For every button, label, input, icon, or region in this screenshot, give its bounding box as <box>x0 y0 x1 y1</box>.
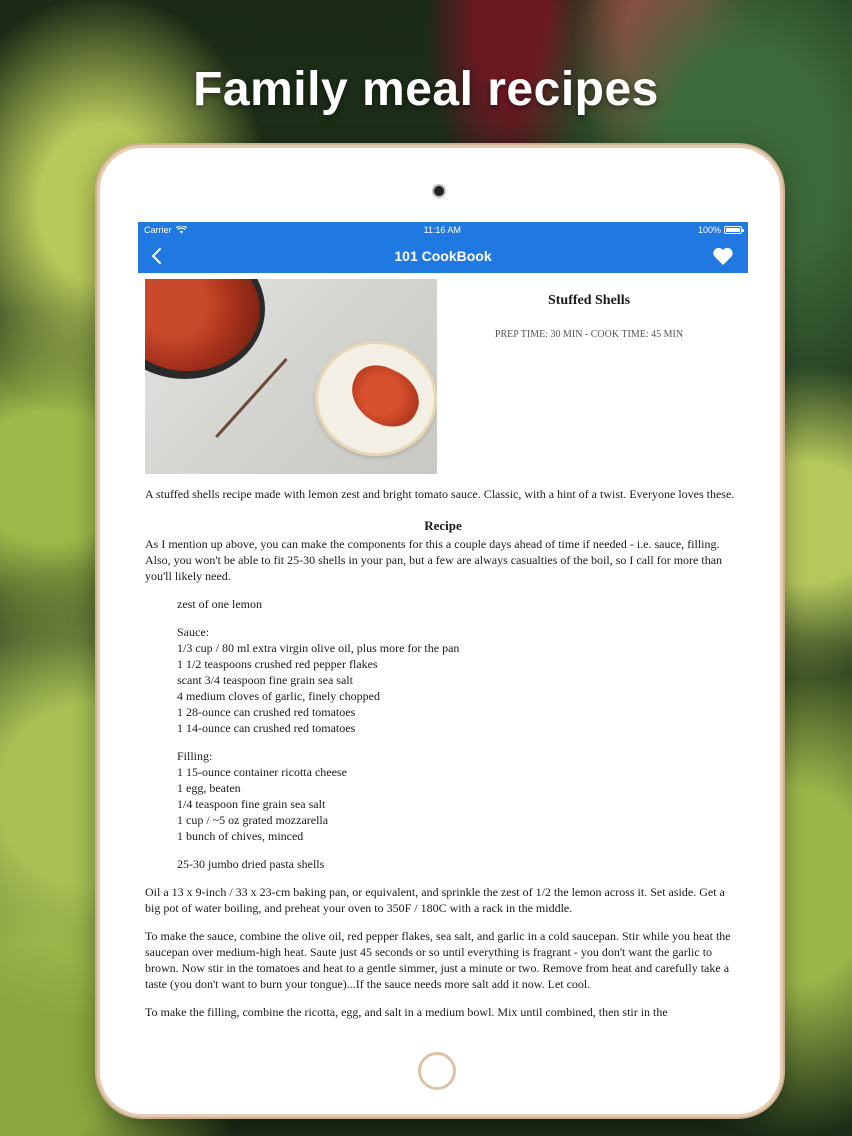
ingredient-item: 1 14-ounce can crushed red tomatoes <box>177 721 356 735</box>
recipe-time: PREP TIME: 30 MIN - COOK TIME: 45 MIN <box>494 329 684 340</box>
ingredient-item: 1 15-ounce container ricotta cheese <box>177 765 347 779</box>
status-time: 11:16 AM <box>423 225 461 235</box>
camera-icon <box>434 186 444 196</box>
title-block <box>437 279 741 474</box>
ingredient-group-zest <box>177 596 741 612</box>
recipe-content <box>138 273 748 1020</box>
ingredient-item: zest of one lemon <box>177 597 262 611</box>
recipe-description: A stuffed shells recipe made with lemon zest and bright tomato sauce. Classic, with a hint of a twist. Everyone loves these. <box>145 487 735 501</box>
ingredient-group-heading: Filling: <box>177 749 213 763</box>
recipe-intro: As I mention up above, you can make the components for this a couple days ahead of time if needed - i.e. sauce, filling. Also, you won't be able to fit 25-30 shells in your pan, but a few are always casualties of the boil, so I call for more than you'll likely need. <box>145 537 723 583</box>
recipe-photo <box>145 279 437 474</box>
section-heading: Recipe <box>424 518 462 533</box>
battery-percent: 100% <box>697 225 721 235</box>
ingredient-item: 1/3 cup / 80 ml extra virgin olive oil, plus more for the pan <box>177 641 460 655</box>
ingredient-item: 1 28-ounce can crushed red tomatoes <box>177 705 356 719</box>
wifi-icon <box>176 226 187 234</box>
favorite-button heart-icon[interactable] <box>712 246 734 266</box>
ingredient-item: 25-30 jumbo dried pasta shells <box>177 857 325 871</box>
recipe-step: To make the filling, combine the ricotta, egg, and salt in a medium bowl. Mix until combined, then stir in the <box>145 1005 668 1019</box>
ingredient-item: 1 cup / ~5 oz grated mozzarella <box>177 813 329 827</box>
ingredient-item: scant 3/4 teaspoon fine grain sea salt <box>177 673 353 687</box>
ingredient-item: 1 1/2 teaspoons crushed red pepper flakes <box>177 657 378 671</box>
ingredient-group-heading: Sauce: <box>177 625 209 639</box>
back-button chevron-left-icon[interactable] <box>148 246 166 266</box>
nav-title: 101 CookBook <box>394 247 492 264</box>
status-bar <box>138 222 748 238</box>
recipe-header <box>145 279 741 474</box>
nav-bar <box>138 238 748 273</box>
recipe-step: Oil a 13 x 9-inch / 33 x 23-cm baking pan, or equivalent, and sprinkle the zest of 1/2 the lemon across it. Set aside. Get a big pot of water boiling, and preheat your oven to 350F / 180C with a rack in the middle. <box>145 885 725 915</box>
recipe-title: Stuffed Shells <box>547 293 631 308</box>
carrier-label: Carrier <box>144 225 172 235</box>
promo-headline: Family meal recipes <box>193 63 659 116</box>
app-screen <box>138 222 748 1038</box>
ingredient-group-filling <box>177 748 741 844</box>
ipad-frame <box>100 148 780 1114</box>
ingredient-group-shells <box>177 856 741 872</box>
battery-icon <box>724 226 742 234</box>
recipe-step: To make the sauce, combine the olive oil, red pepper flakes, sea salt, and garlic in a cold saucepan. Stir while you heat the saucepan over medium-high heat. Saute just 45 seconds or so until everything is fragrant - you don't want the garlic to brown. Now stir in the tomatoes and heat to a gentle simmer, just a minute or two. Remove from heat and carefully take a taste (you don't want to burn your tongue)...If the sauce needs more salt add it now. Let cool. <box>145 929 731 991</box>
ingredient-item: 1 bunch of chives, minced <box>177 829 304 843</box>
ingredient-item: 1/4 teaspoon fine grain sea salt <box>177 797 326 811</box>
ingredients-list <box>145 596 741 872</box>
ingredient-group-sauce <box>177 624 741 736</box>
carrier-group <box>144 225 187 235</box>
ingredient-item: 1 egg, beaten <box>177 781 241 795</box>
fork-shape <box>215 358 287 438</box>
battery-group <box>698 225 742 235</box>
home-button[interactable] <box>418 1052 456 1090</box>
ingredient-item: 4 medium cloves of garlic, finely chopped <box>177 689 380 703</box>
